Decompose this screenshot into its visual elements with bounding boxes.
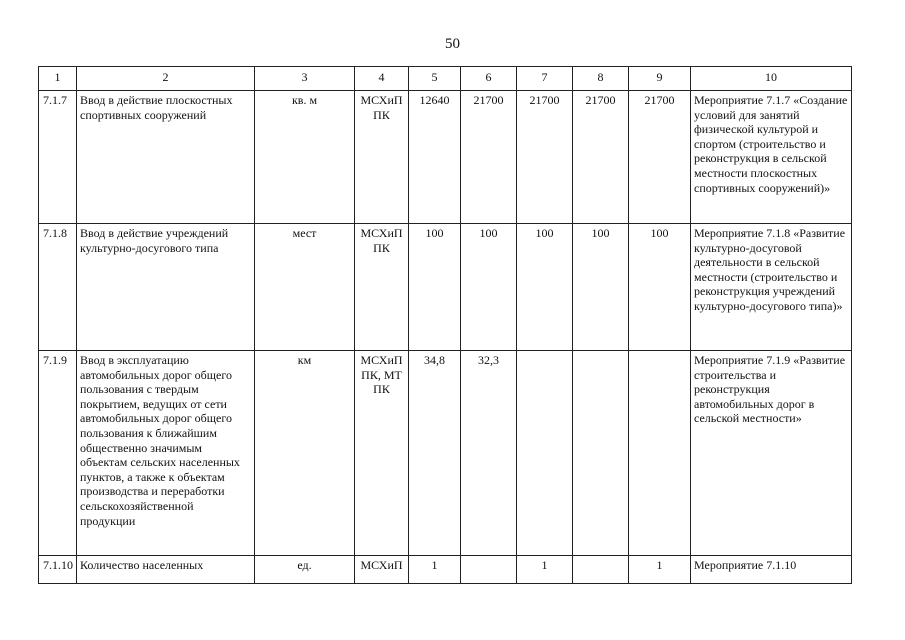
measure-cell: Мероприятие 7.1.8 «Развитие культурно-досуговой деятельности в сельской местности (строительство и реконструкция учреждений культурно-досугового типа)» [691, 224, 852, 351]
value-cell: 21700 [629, 91, 691, 224]
table-row [39, 224, 852, 351]
indicator-name: Ввод в действие учреждений культурно-досугового типа [77, 224, 255, 351]
column-header: 2 [77, 67, 255, 91]
value-cell: 12640 [409, 91, 461, 224]
column-header: 1 [39, 67, 77, 91]
value-cell: 100 [461, 224, 517, 351]
value-cell: 100 [573, 224, 629, 351]
column-header: 10 [691, 67, 852, 91]
column-header: 7 [517, 67, 573, 91]
row-code: 7.1.10 [39, 556, 77, 584]
value-cell: 1 [629, 556, 691, 584]
measure-cell: Мероприятие 7.1.9 «Развитие строительства и реконструкция автомобильных дорог в сельской местности» [691, 351, 852, 556]
row-code: 7.1.7 [39, 91, 77, 224]
value-cell: 21700 [517, 91, 573, 224]
table-row [39, 351, 852, 556]
indicator-name: Ввод в действие плоскостных спортивных сооружений [77, 91, 255, 224]
indicators-table [38, 66, 852, 584]
value-cell: 100 [629, 224, 691, 351]
column-header: 9 [629, 67, 691, 91]
table-header-row [39, 67, 852, 91]
value-cell: 32,3 [461, 351, 517, 556]
value-cell: 34,8 [409, 351, 461, 556]
table-row [39, 556, 852, 584]
responsible-cell: МСХиП ПК, МТ ПК [355, 351, 409, 556]
unit-cell: кв. м [255, 91, 355, 224]
value-cell [573, 556, 629, 584]
value-cell: 100 [517, 224, 573, 351]
value-cell [629, 351, 691, 556]
indicator-name: Ввод в эксплуатацию автомобильных дорог общего пользования с твердым покрытием, ведущих от сети автомобильных дорог общего пользования к ближайшим общественно значимым объектам сельских населенных пунктов, а также к объектам производства и переработки сельскохозяйственной продукции [77, 351, 255, 556]
value-cell: 21700 [573, 91, 629, 224]
row-code: 7.1.9 [39, 351, 77, 556]
unit-cell: ед. [255, 556, 355, 584]
responsible-cell: МСХиП ПК [355, 91, 409, 224]
value-cell: 100 [409, 224, 461, 351]
value-cell [517, 351, 573, 556]
column-header: 3 [255, 67, 355, 91]
responsible-cell: МСХиП ПК [355, 224, 409, 351]
row-code: 7.1.8 [39, 224, 77, 351]
column-header: 6 [461, 67, 517, 91]
indicator-name: Количество населенных [77, 556, 255, 584]
column-header: 5 [409, 67, 461, 91]
column-header: 8 [573, 67, 629, 91]
unit-cell: мест [255, 224, 355, 351]
value-cell: 1 [409, 556, 461, 584]
responsible-cell: МСХиП [355, 556, 409, 584]
value-cell: 1 [517, 556, 573, 584]
table-row [39, 91, 852, 224]
unit-cell: км [255, 351, 355, 556]
value-cell [573, 351, 629, 556]
value-cell [461, 556, 517, 584]
measure-cell: Мероприятие 7.1.7 «Создание условий для занятий физической культурой и спортом (строительство и реконструкция в сельской местности плоскостных спортивных сооружений)» [691, 91, 852, 224]
column-header: 4 [355, 67, 409, 91]
value-cell: 21700 [461, 91, 517, 224]
page-number: 50 [445, 36, 460, 52]
measure-cell: Мероприятие 7.1.10 [691, 556, 852, 584]
